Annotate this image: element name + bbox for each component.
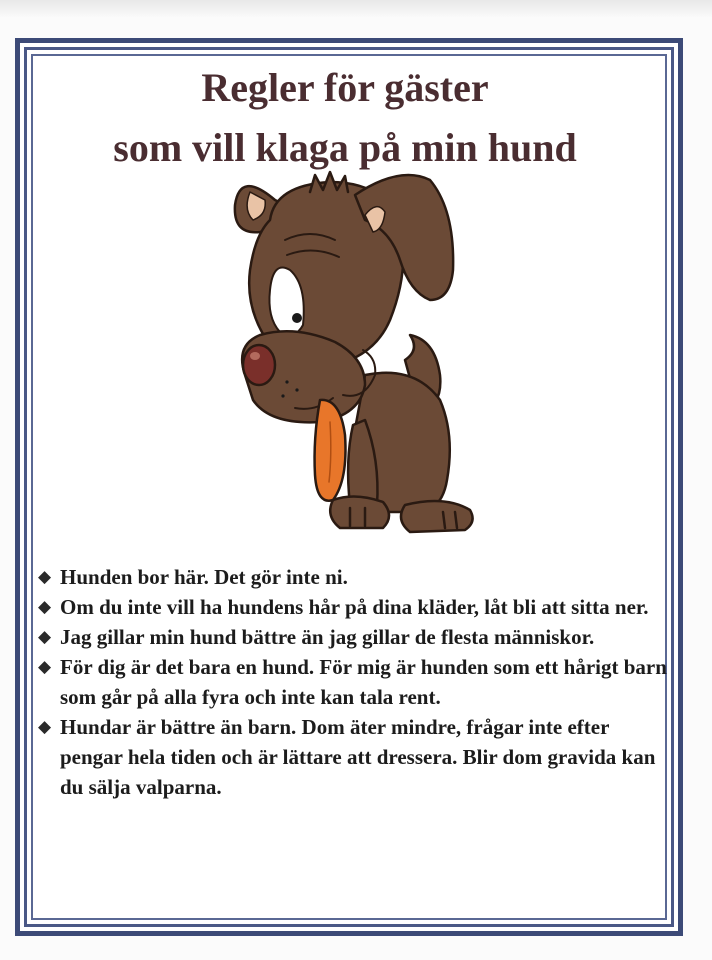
cartoon-dog-illustration [215, 160, 485, 550]
rule-text: Hundar är bättre än barn. Dom äter mindre, frågar inte efter pengar hela tiden och är lättare att dressera. Blir dom gravida kan du sälja valparna. [60, 715, 656, 799]
rule-text: Om du inte vill ha hundens hår på dina kläder, låt bli att sitta ner. [60, 595, 649, 619]
scan-edge-shadow [0, 0, 712, 18]
rule-item [38, 622, 668, 652]
rule-text: Jag gillar min hund bättre än jag gillar de flesta människor. [60, 625, 595, 649]
rules-list [38, 562, 668, 802]
dog-front-paw [330, 496, 389, 528]
diamond-bullet-icon: ◆ [38, 717, 52, 736]
rule-text: Hunden bor här. Det gör inte ni. [60, 565, 348, 589]
diamond-bullet-icon: ◆ [38, 657, 52, 676]
dog-hind-paw [401, 501, 473, 532]
diamond-bullet-icon: ◆ [38, 567, 52, 586]
rule-item [38, 592, 668, 622]
rule-text: För dig är det bara en hund. För mig är hunden som ett hårigt barn som går på alla fyra och inte kan tala rent. [60, 655, 667, 709]
diamond-bullet-icon: ◆ [38, 627, 52, 646]
rule-item [38, 652, 668, 712]
poster-title-line-2: som vill klaga på min hund [113, 125, 577, 170]
rule-item [38, 562, 668, 592]
rule-item [38, 712, 668, 802]
poster-title-line-1: Regler för gäster [201, 65, 489, 110]
dog-nose [243, 345, 275, 385]
dog-tongue [315, 400, 346, 501]
diamond-bullet-icon: ◆ [38, 597, 52, 616]
